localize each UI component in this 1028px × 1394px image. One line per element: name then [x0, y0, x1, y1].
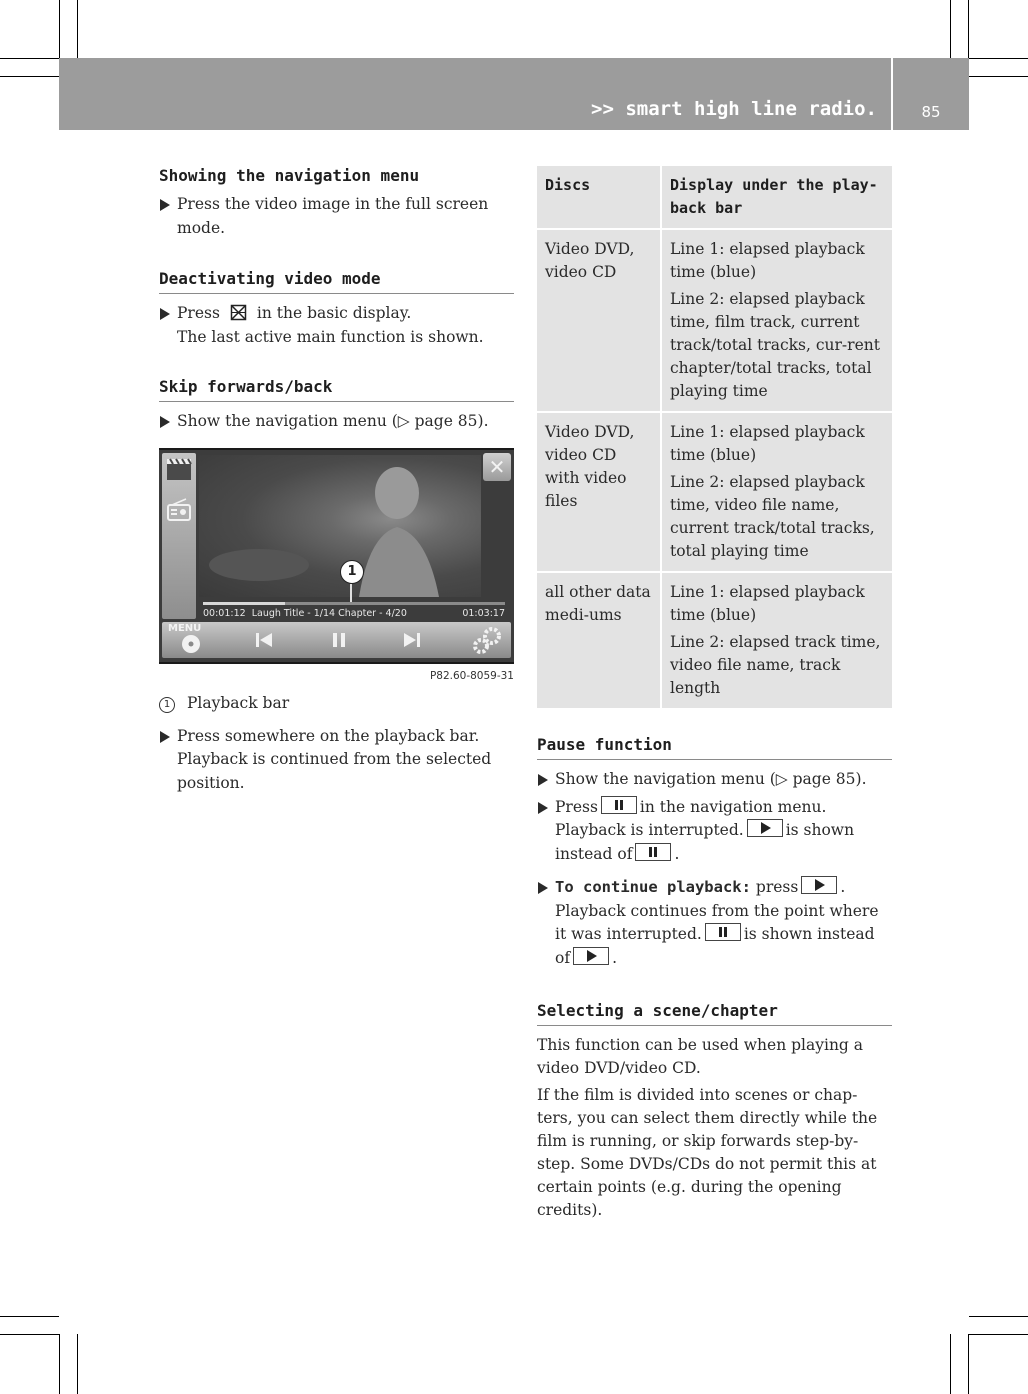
- header-band: [59, 58, 891, 130]
- disc-type: all other data medi-ums: [537, 572, 661, 708]
- playback-step: [159, 725, 514, 796]
- playback-controls: [162, 622, 511, 658]
- display-line: Line 1: elapsed playback time (blue): [670, 583, 865, 624]
- page-number-box: [893, 58, 969, 130]
- callout-leader: [350, 584, 352, 604]
- crop-mark: [968, 0, 969, 58]
- legend-label: Playback bar: [187, 693, 290, 712]
- crop-mark: [0, 1316, 59, 1317]
- table-header-discs: Discs: [537, 166, 661, 229]
- display-info: [661, 572, 892, 708]
- display-line: Line 1: elapsed playback time (blue): [670, 423, 865, 464]
- clapperboard-icon: [162, 453, 196, 493]
- scene-para-1: This function can be used when playing a video DVD/video CD.: [537, 1036, 864, 1077]
- display-line: Line 2: elapsed playback time, video file name, current track/total tracks, total playing time: [670, 473, 875, 560]
- pause-key-icon: [635, 843, 671, 861]
- stop-video-icon: [230, 304, 247, 321]
- skip-back-icon[interactable]: [252, 622, 276, 658]
- radio-icon: [162, 497, 196, 527]
- playback-step-text: Press somewhere on the playback bar.: [177, 726, 480, 745]
- legend-number: 1: [159, 697, 175, 713]
- continue-pre: press: [755, 878, 799, 896]
- figure-legend: [159, 692, 514, 715]
- skip-forward-icon[interactable]: [400, 622, 424, 658]
- track-info: Laugh Title - 1/14 Chapter - 4/20: [251, 607, 407, 619]
- deactivate-step-pre: Press: [177, 304, 220, 322]
- crop-mark: [969, 1334, 1028, 1335]
- pause-result-mid: is shown instead of: [555, 821, 855, 863]
- table-row: [537, 229, 892, 412]
- section-title: >> smart high line radio.: [591, 98, 877, 120]
- crop-mark: [969, 1316, 1028, 1317]
- table-header-row: [537, 166, 892, 229]
- discs-table: [537, 166, 892, 708]
- disc-type: Video DVD, video CD: [537, 229, 661, 412]
- display-line: Line 1: elapsed playback time (blue): [670, 240, 865, 281]
- pause-icon[interactable]: [327, 622, 351, 658]
- close-icon[interactable]: ✕: [483, 453, 511, 481]
- play-key-icon: [573, 947, 609, 965]
- pause-key-icon: [705, 923, 741, 941]
- crop-mark: [969, 58, 1028, 59]
- skip-step: Show the navigation menu (▷ page 85).: [159, 410, 514, 434]
- right-column: [537, 166, 892, 1222]
- playback-result: Playback is continued from the selected position.: [177, 750, 492, 792]
- crop-mark: [0, 76, 59, 77]
- crop-mark: [950, 1334, 951, 1394]
- nav-menu-step: Press the video image in the full screen mode.: [159, 193, 514, 240]
- table-row: [537, 572, 892, 708]
- figure-code: P82.60-8059-31: [429, 669, 514, 682]
- play-key-icon: [801, 876, 837, 894]
- playback-info: [203, 608, 407, 619]
- display-line: Line 2: elapsed playback time, film track, current track/total tracks, cur-rent chapter/total tracks, total playing time: [670, 290, 880, 400]
- source-sidebar: [162, 453, 196, 619]
- play-key-icon: [747, 819, 783, 837]
- crop-mark: [59, 1334, 60, 1394]
- disc-menu-icon[interactable]: [176, 622, 206, 658]
- deactivate-heading: Deactivating video mode: [159, 268, 514, 294]
- continue-step: To continue playback: press . Playback continues from the point where it was interrupted. is shown instead of .: [537, 876, 892, 970]
- crop-mark: [0, 58, 59, 59]
- display-line: Line 2: elapsed track time, video file name, track length: [670, 633, 881, 697]
- crop-mark: [77, 1334, 78, 1394]
- crop-mark: [969, 76, 1028, 77]
- elapsed-time: 00:01:12: [203, 607, 246, 619]
- playback-bar[interactable]: [203, 602, 505, 605]
- pause-step-2-post: in the navigation menu.: [639, 797, 827, 816]
- display-info: [661, 229, 892, 412]
- settings-gear-icon[interactable]: [470, 622, 506, 658]
- skip-heading: Skip forwards/back: [159, 376, 514, 402]
- left-column: [159, 165, 514, 795]
- pause-key-icon: [601, 796, 637, 814]
- crop-mark: [968, 1334, 969, 1394]
- total-time: 01:03:17: [462, 607, 505, 619]
- crop-mark: [59, 0, 60, 58]
- nav-menu-heading: Showing the navigation menu: [159, 166, 420, 185]
- continue-result-mid: is shown instead of: [555, 925, 875, 967]
- crop-mark: [950, 0, 951, 58]
- continue-label: To continue playback:: [555, 878, 751, 896]
- disc-type: Video DVD, video CD with video files: [537, 412, 661, 572]
- table-header-display: Display under the play-back bar: [661, 166, 892, 229]
- crop-mark: [77, 0, 78, 58]
- pause-step-2: Press in the navigation menu. Playback is interrupted. is shown instead of .: [537, 796, 892, 867]
- video-screen-figure: [159, 448, 514, 664]
- continue-result-pre: Playback continues from the point where it was interrupted.: [555, 901, 879, 943]
- crop-mark: [0, 1334, 59, 1335]
- playback-progress-fill: [203, 602, 285, 605]
- scene-para-2: If the film is divided into scenes or chap-ters, you can select them directly while the film is running, or skip forwards step-by-step. Some DVDs/CDs do not permit this at certain points (e.g. during the opening credits).: [537, 1086, 878, 1219]
- scene-heading: Selecting a scene/chapter: [537, 1000, 892, 1026]
- deactivate-step: [159, 302, 514, 349]
- pause-step-1: Show the navigation menu (▷ page 85).: [537, 768, 892, 792]
- pause-heading: Pause function: [537, 734, 892, 760]
- deactivate-step-post: in the basic display.: [256, 304, 412, 322]
- menu-button-label: MENU: [168, 622, 202, 634]
- display-info: [661, 412, 892, 572]
- pause-result-pre: Playback is interrupted.: [555, 821, 744, 839]
- table-row: [537, 412, 892, 572]
- page-number: 85: [921, 103, 941, 121]
- pause-step-2-pre: Press: [555, 797, 598, 816]
- callout-number: 1: [340, 560, 364, 584]
- deactivate-result: The last active main function is shown.: [177, 327, 484, 346]
